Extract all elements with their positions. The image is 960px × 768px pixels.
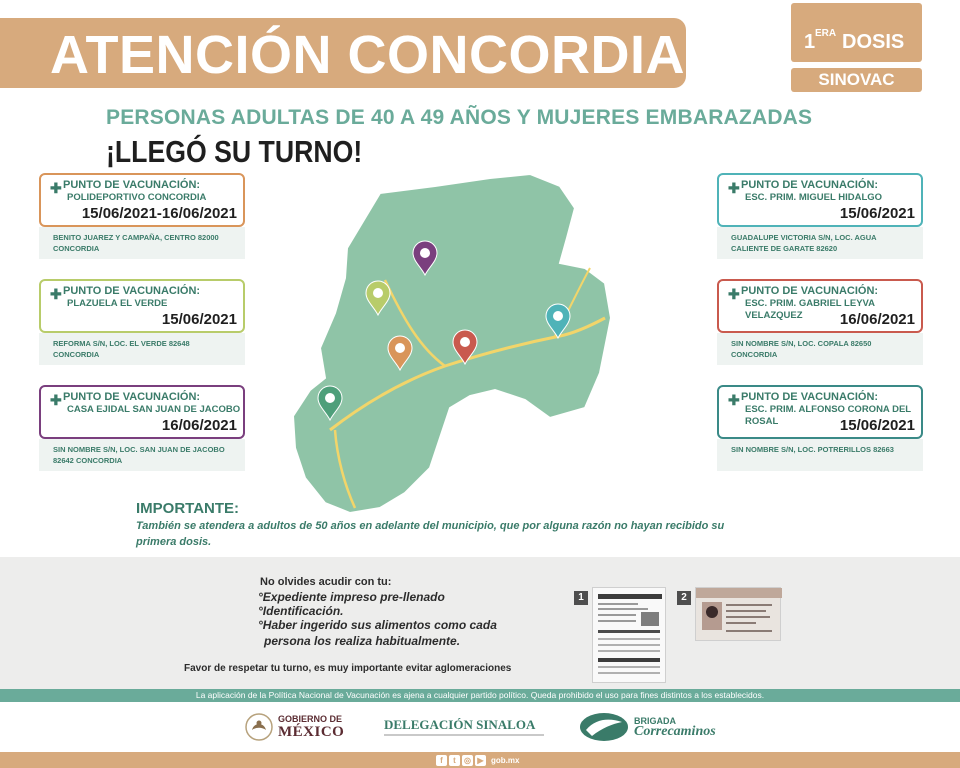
card-address: SIN NOMBRE S/N, LOC. COPALA 82650 CONCORDIA [717,333,923,365]
plus-icon: ✚ [50,392,62,408]
vaccination-point-card [39,385,245,471]
vaccination-point-card [717,279,923,365]
important-text: También se atendera a adultos de 50 años en adelante del municipio, que por alguna razón no hayan recibido su primera dosis. [136,520,725,548]
card-place: POLIDEPORTIVO CONCORDIA [67,192,207,203]
card-address: REFORMA S/N, LOC. EL VERDE 82648 CONCORDIA [39,333,245,365]
plus-icon: ✚ [728,286,740,302]
turn-heading: ¡LLEGÓ SU TURNO! [106,134,363,169]
card-date: 16/06/2021 [839,311,915,328]
plus-icon: ✚ [50,180,62,196]
dose-superscript: ERA [815,28,837,39]
reminder-item: °Haber ingerido sus alimentos como cada [258,618,497,632]
vaccination-point-card [39,173,245,259]
vaccination-point-card [717,385,923,471]
card-place: ESC. PRIM. MIGUEL HIDALGO [745,192,883,203]
card-frame [717,279,923,333]
reminder-heading: No olvides acudir con tu: [260,576,392,588]
page-title: ATENCIÓN CONCORDIA [50,25,685,85]
card-label: PUNTO DE VACUNACIÓN: [63,391,201,403]
brigade-label: BRIGADA [634,716,676,726]
government-label: GOBIERNO DE [278,714,343,724]
card-address: SIN NOMBRE S/N, LOC. SAN JUAN DE JACOBO 82642 CONCORDIA [39,439,245,471]
disclaimer-strip: La aplicación de la Política Nacional de Vacunación es ajena a cualquier partido político. Queda prohibido el uso para fines distintos a los establecidos. [0,689,960,702]
plus-icon: ✚ [50,286,62,302]
brigade-name: Correcaminos [634,724,716,739]
vaccine-badge: SINOVAC [791,68,922,92]
card-frame [717,173,923,227]
government-name: MÉXICO [278,724,345,740]
instagram-icon[interactable]: ◎ [462,755,473,766]
delegation-underline [384,734,544,736]
logos-row [0,702,960,754]
card-label: PUNTO DE VACUNACIÓN: [63,285,201,297]
id-card-image [695,587,781,641]
form-document-image [592,587,666,683]
card-date: 16/06/2021 [161,417,237,434]
reminder-footer: Favor de respetar tu turno, es muy importante evitar aglomeraciones [184,663,512,674]
title-banner [0,18,686,88]
vaccination-point-card [717,173,923,259]
plus-icon: ✚ [728,180,740,196]
social-links [436,754,519,766]
municipality-map [285,168,620,518]
dose-badge [791,3,922,62]
card-label: PUNTO DE VACUNACIÓN: [741,285,879,297]
card-frame [39,279,245,333]
twitter-icon[interactable]: t [449,755,460,766]
card-frame [717,385,923,439]
reminder-item: persona los realiza habitualmente. [264,634,461,648]
card-address: BENITO JUAREZ Y CAMPAÑA, CENTRO 82000 CONCORDIA [39,227,245,259]
card-label: PUNTO DE VACUNACIÓN: [63,179,201,191]
reminder-panel [0,557,960,689]
plus-icon: ✚ [728,392,740,408]
delegation-name: DELEGACIÓN SINALOA [384,717,536,732]
card-address: GUADALUPE VICTORIA S/N, LOC. AGUA CALIENTE DE GARATE 82620 [717,227,923,259]
reminder-item: °Expediente impreso pre-llenado [258,590,445,604]
youtube-icon[interactable]: ▶ [475,755,486,766]
audience-line: PERSONAS ADULTAS DE 40 A 49 AÑOS Y MUJERES EMBARAZADAS [106,106,813,129]
card-label: PUNTO DE VACUNACIÓN: [741,179,879,191]
facebook-icon[interactable]: f [436,755,447,766]
card-label: PUNTO DE VACUNACIÓN: [741,391,879,403]
card-date: 15/06/2021 [839,417,915,434]
dose-number: 1 [804,31,816,53]
card-address: SIN NOMBRE S/N, LOC. POTRERILLOS 82663 [717,439,923,471]
card-frame [39,173,245,227]
important-heading: IMPORTANTE: [136,500,240,517]
card-place: CASA EJIDAL SAN JUAN DE JACOBO [67,404,241,415]
card-date: 15/06/2021 [161,311,237,328]
dose-word: DOSIS [842,31,905,53]
roadrunner-icon [578,710,630,744]
site-link[interactable]: gob.mx [491,755,520,765]
footer-strip [0,752,960,768]
card-place: ESC. PRIM. ALFONSO CORONA DEL ROSAL [745,404,911,427]
reminder-item: °Identificación. [258,604,344,618]
document-number-badge: 2 [677,591,691,605]
document-number-badge: 1 [574,591,588,605]
eagle-seal-icon [244,712,274,742]
card-place: ESC. PRIM. GABRIEL LEYVA VELAZQUEZ [745,298,875,321]
vaccination-point-card [39,279,245,365]
card-date: 15/06/2021 [839,205,915,222]
card-date: 15/06/2021-16/06/2021 [81,205,237,222]
card-frame [39,385,245,439]
card-place: PLAZUELA EL VERDE [67,298,168,309]
